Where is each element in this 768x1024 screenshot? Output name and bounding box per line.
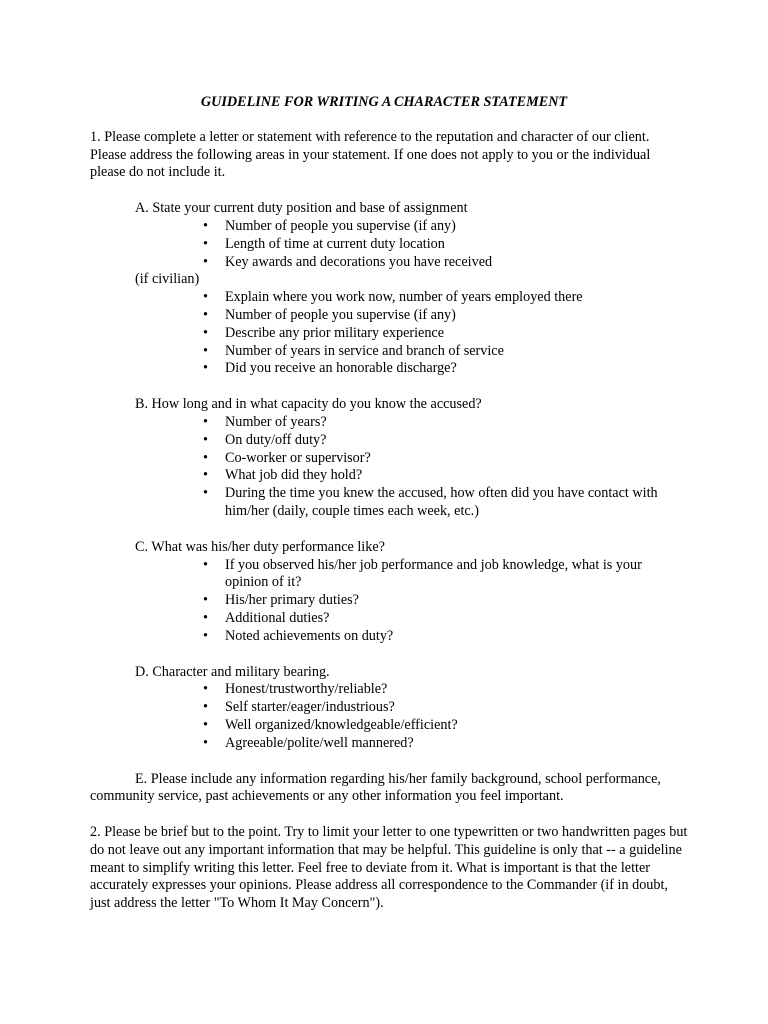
bullet-icon: • — [203, 306, 208, 323]
list-item: • Key awards and decorations you have received — [203, 253, 493, 270]
bullet-icon: • — [203, 699, 208, 716]
section-c — [90, 539, 688, 646]
section-a — [90, 200, 688, 378]
bullet-icon: • — [203, 342, 208, 359]
bullet-icon: • — [203, 627, 208, 644]
bullet-icon: • — [203, 289, 208, 306]
list-item: • His/her primary duties? — [203, 592, 359, 609]
section-b-list — [90, 414, 688, 521]
section-a-list — [90, 218, 688, 271]
bullet-icon: • — [203, 413, 208, 430]
section-d-heading: D. Character and military bearing. — [135, 663, 330, 680]
section-d-list — [90, 681, 688, 752]
list-item: • During the time you knew the accused, how often did you have contact with him/her (daily, couple times each week, etc.) — [203, 485, 658, 519]
bullet-icon: • — [203, 592, 208, 609]
bullet-icon: • — [203, 431, 208, 448]
bullet-icon: • — [203, 485, 208, 502]
bullet-icon: • — [203, 253, 208, 270]
list-item: • Length of time at current duty location — [203, 235, 445, 252]
bullet-icon: • — [203, 235, 208, 252]
list-item: • If you observed his/her job performance and job knowledge, what is your opinion of it? — [203, 556, 642, 591]
section-c-list — [90, 557, 688, 646]
section-e-paragraph: E. Please include any information regarding his/her family background, school performance, community service, past achievements or any other information you feel important. — [90, 770, 661, 805]
section-b — [90, 396, 688, 521]
list-item: • Number of years? — [203, 413, 327, 430]
list-item: • Honest/trustworthy/reliable? — [203, 681, 388, 698]
list-item: • Explain where you work now, number of years employed there — [203, 289, 583, 306]
list-item: • Additional duties? — [203, 609, 330, 626]
list-item: • Agreeable/polite/well mannered? — [203, 734, 414, 751]
list-item: • Describe any prior military experience — [203, 324, 445, 341]
list-item: • Co-worker or supervisor? — [203, 449, 371, 466]
document-page — [90, 94, 688, 931]
list-item: • Well organized/knowledgeable/efficient? — [203, 716, 458, 733]
section-a-civilian-list — [90, 289, 688, 378]
list-item: • On duty/off duty? — [203, 431, 327, 448]
closing-paragraph: 2. Please be brief but to the point. Try to limit your letter to one typewritten or two handwritten pages but do not leave out any important information that may be helpful. This guideline is only that -- a guideline meant to simplify writing this letter. Feel free to deviate from it. What is important is that the letter accurately expresses your opinions. Please address all correspondence to the Commander (if in doubt, just address the letter "To Whom It May Concern"). — [90, 824, 688, 912]
section-a-heading: A. State your current duty position and base of assignment — [135, 200, 468, 217]
civilian-subheading: (if civilian) — [135, 271, 200, 288]
bullet-icon: • — [203, 467, 208, 484]
bullet-icon: • — [203, 217, 208, 234]
list-item: • Self starter/eager/industrious? — [203, 699, 395, 716]
section-c-heading: C. What was his/her duty performance like? — [135, 538, 385, 555]
intro-paragraph: 1. Please complete a letter or statement with reference to the reputation and character of our client. Please address the following areas in your statement. If one does not apply to you or the individual please do not include it. — [90, 128, 651, 181]
bullet-icon: • — [203, 556, 208, 573]
bullet-icon: • — [203, 324, 208, 341]
bullet-icon: • — [203, 681, 208, 698]
list-item: • Did you receive an honorable discharge? — [203, 360, 457, 377]
bullet-icon: • — [203, 360, 208, 377]
bullet-icon: • — [203, 449, 208, 466]
list-item: • Number of people you supervise (if any) — [203, 306, 456, 323]
bullet-icon: • — [203, 716, 208, 733]
list-item: • What job did they hold? — [203, 467, 363, 484]
bullet-icon: • — [203, 734, 208, 751]
list-item: • Noted achievements on duty? — [203, 627, 394, 644]
list-item: • Number of years in service and branch of service — [203, 342, 504, 359]
document-title: GUIDELINE FOR WRITING A CHARACTER STATEMENT — [200, 94, 568, 110]
section-b-heading: B. How long and in what capacity do you know the accused? — [135, 396, 482, 413]
bullet-icon: • — [203, 609, 208, 626]
list-item: • Number of people you supervise (if any) — [203, 217, 456, 234]
section-d — [90, 664, 688, 753]
